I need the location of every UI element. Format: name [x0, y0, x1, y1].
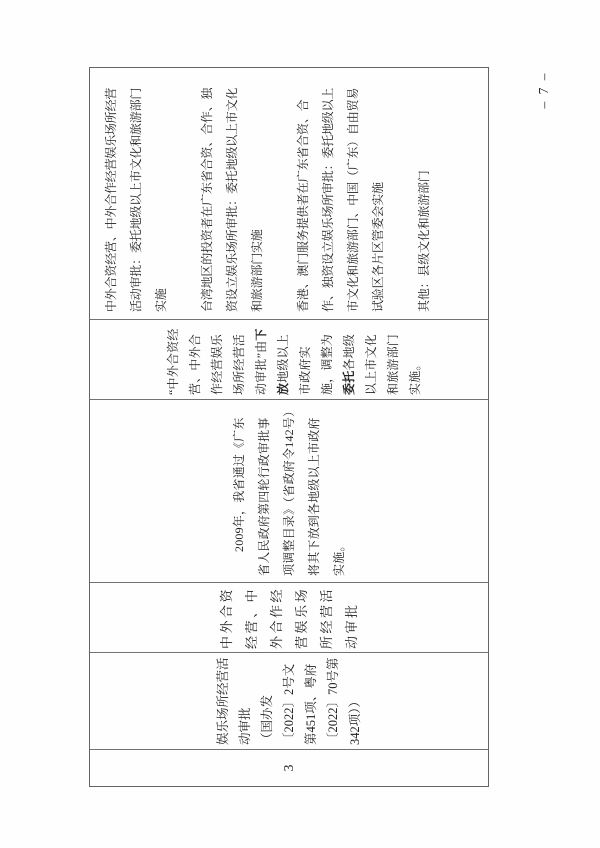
cell-adjustment: [90, 319, 488, 399]
adjustment-segment: “中外合资经营、中外合作经营娱乐场所经营活动审批”由: [166, 328, 268, 395]
implementation-paragraph: 中外合资经营、中外合作经营娱乐场所经营活动审批：委托地级以上市文化和旅游部门实施: [104, 87, 168, 312]
cell-sub-item: [90, 582, 488, 652]
cell-row-index: [90, 749, 488, 786]
history-text: 2009年，我省通过《广东省人民政府第四轮行政审批事项调整目录》（省政府令142号）将其下放到各地级以上市政府实施。: [231, 410, 346, 576]
page-number: – 7 –: [536, 71, 551, 109]
cell-history: [90, 399, 488, 582]
item-reference: （国办发〔2022〕2号文第451项、粤府〔2022〕70号第342项））: [260, 657, 362, 745]
cell-item-name: [90, 652, 488, 749]
adjustment-segment-bold: 下放: [254, 328, 290, 395]
approval-adjustment-table: [89, 67, 489, 787]
cell-implementation: [90, 68, 488, 319]
adjustment-text: [162, 324, 426, 395]
adjustment-segment: 各地级以上市文化和旅游部门实施。: [342, 333, 422, 395]
adjustment-segment: 地级以上市政府实施，调整为: [276, 333, 334, 395]
row-index: 3: [281, 764, 296, 772]
implementation-paragraph: 香港、澳门服务提供者在广东省合资、合作、独资设立娱乐场所审批：委托地级以上市文化和旅游部门、中国（广东）自由贸易试验区各片区管委会实施: [296, 87, 385, 312]
implementation-paragraph: 台湾地区的投资者在广东省合资、合作、独资设立娱乐场所审批：委托地级以上市文化和旅游部门实施: [200, 87, 264, 312]
sub-item: 中外合资经营、中外合作经营娱乐场所经营活动审批: [219, 586, 359, 649]
item-name: 娱乐场所经营活动审批: [216, 657, 252, 745]
implementation-paragraph: 其他：县级文化和旅游部门: [417, 170, 431, 312]
adjustment-segment-bold: 委托: [342, 370, 356, 395]
